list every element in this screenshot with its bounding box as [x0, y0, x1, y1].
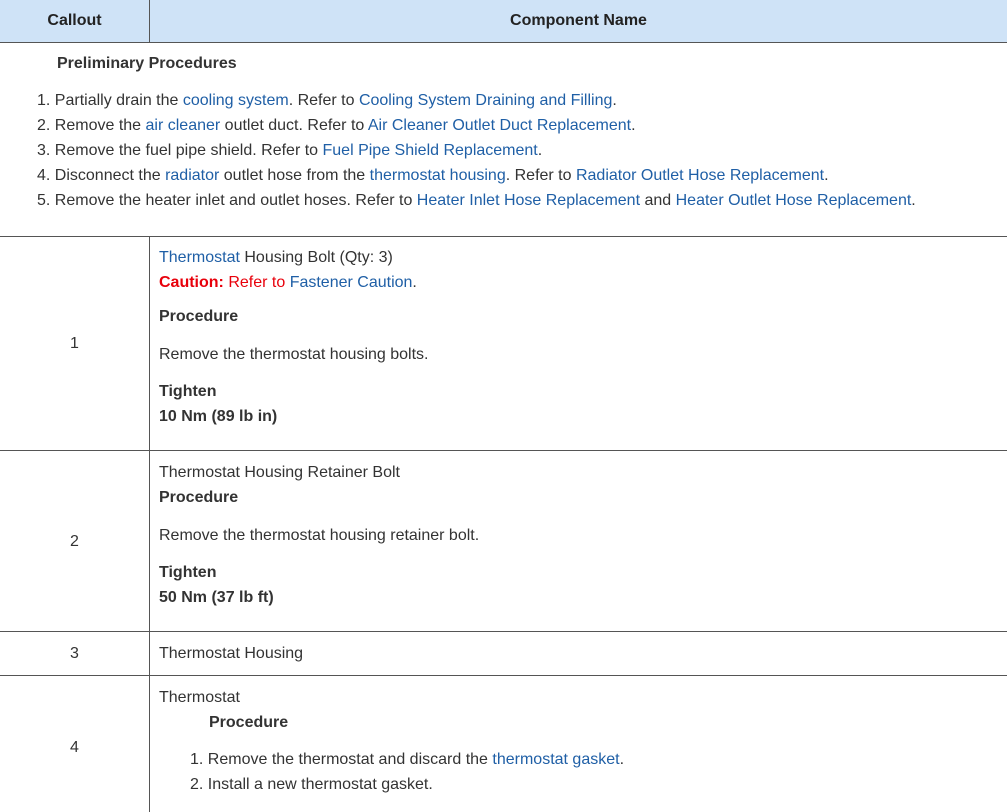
step-number: 2.: [37, 117, 51, 134]
step-text: Remove the fuel pipe shield. Refer to: [54, 142, 323, 159]
component-name: Thermostat Housing Retainer Bolt: [159, 464, 400, 481]
step-number: 3.: [37, 142, 51, 159]
link-thermostat-gasket[interactable]: thermostat gasket: [492, 751, 620, 768]
step-text: Partially drain the: [54, 92, 183, 109]
list-item: [37, 142, 916, 167]
row-divider: [0, 236, 1007, 237]
step-text: .: [612, 92, 617, 109]
step-text: and: [640, 192, 676, 209]
column-divider: [149, 236, 150, 812]
component-name: [159, 249, 393, 267]
list-item: [37, 167, 916, 192]
header-component-name: Component Name: [510, 12, 647, 29]
procedure-label: Procedure: [209, 714, 289, 731]
link-air-cleaner[interactable]: air cleaner: [145, 117, 221, 134]
step-text: Disconnect the: [54, 167, 166, 184]
component-name: Thermostat Housing: [159, 645, 304, 662]
step-text: . Refer to: [505, 167, 576, 184]
step-text: .: [911, 192, 916, 209]
row-divider: [0, 675, 1007, 676]
step-number: 1.: [190, 751, 204, 768]
list-item: [37, 117, 916, 142]
caution-line: [159, 274, 417, 292]
procedure-text: Remove the thermostat housing bolts.: [159, 346, 429, 363]
link-air-cleaner-outlet-duct[interactable]: Air Cleaner Outlet Duct Replacement: [367, 117, 632, 134]
link-cooling-system-draining[interactable]: Cooling System Draining and Filling: [358, 92, 613, 109]
caution-end: .: [412, 274, 417, 291]
caution-text: Refer to: [223, 274, 290, 291]
link-fuel-pipe-shield[interactable]: Fuel Pipe Shield Replacement: [322, 142, 538, 159]
callout-number: 2: [70, 533, 79, 550]
step-text: Remove the: [54, 117, 146, 134]
step-text: .: [631, 117, 636, 134]
link-cooling-system[interactable]: cooling system: [182, 92, 289, 109]
step-number: 2.: [190, 776, 204, 793]
list-item: [190, 751, 624, 776]
callout-number: 4: [70, 739, 79, 756]
step-number: 4.: [37, 167, 51, 184]
link-thermostat[interactable]: Thermostat: [159, 249, 240, 266]
preliminary-steps: [37, 92, 916, 217]
procedure-text: Remove the thermostat housing retainer bolt.: [159, 527, 480, 544]
link-fastener-caution[interactable]: Fastener Caution: [289, 274, 413, 291]
step-text: Install a new thermostat gasket.: [207, 776, 433, 793]
tighten-label: Tighten: [159, 564, 217, 581]
caution-label: Caution:: [159, 274, 224, 291]
component-name: Thermostat: [159, 689, 240, 706]
step-text: outlet duct. Refer to: [220, 117, 368, 134]
tighten-value: 50 Nm (37 lb ft): [159, 589, 274, 606]
list-item: [37, 92, 916, 117]
link-radiator[interactable]: radiator: [165, 167, 220, 184]
step-number: 5.: [37, 192, 51, 209]
list-item: [37, 192, 916, 217]
row-divider: [0, 450, 1007, 451]
tighten-value: 10 Nm (89 lb in): [159, 408, 278, 425]
step-text: .: [824, 167, 829, 184]
row-divider: [0, 631, 1007, 632]
link-heater-inlet-hose[interactable]: Heater Inlet Hose Replacement: [416, 192, 641, 209]
table-header: [0, 0, 1007, 43]
preliminary-title: Preliminary Procedures: [57, 55, 237, 72]
callout-number: 3: [70, 645, 79, 662]
header-callout: Callout: [0, 0, 150, 42]
tighten-label: Tighten: [159, 383, 217, 400]
list-item: [190, 776, 624, 801]
procedure-label: Procedure: [159, 308, 239, 325]
link-thermostat-housing[interactable]: thermostat housing: [369, 167, 506, 184]
component-name-text: Housing Bolt (Qty: 3): [239, 249, 393, 266]
link-radiator-outlet-hose[interactable]: Radiator Outlet Hose Replacement: [575, 167, 825, 184]
link-heater-outlet-hose[interactable]: Heater Outlet Hose Replacement: [675, 192, 912, 209]
procedure-steps: [190, 751, 624, 801]
step-text: .: [537, 142, 543, 159]
step-text: Remove the heater inlet and outlet hoses. Refer to: [54, 192, 417, 209]
step-text: outlet hose from the: [219, 167, 370, 184]
step-text: . Refer to: [288, 92, 359, 109]
step-text: .: [619, 751, 625, 768]
procedure-label: Procedure: [159, 489, 239, 506]
callout-number: 1: [70, 335, 79, 352]
step-text: Remove the thermostat and discard the: [207, 751, 493, 768]
step-number: 1.: [37, 92, 51, 109]
